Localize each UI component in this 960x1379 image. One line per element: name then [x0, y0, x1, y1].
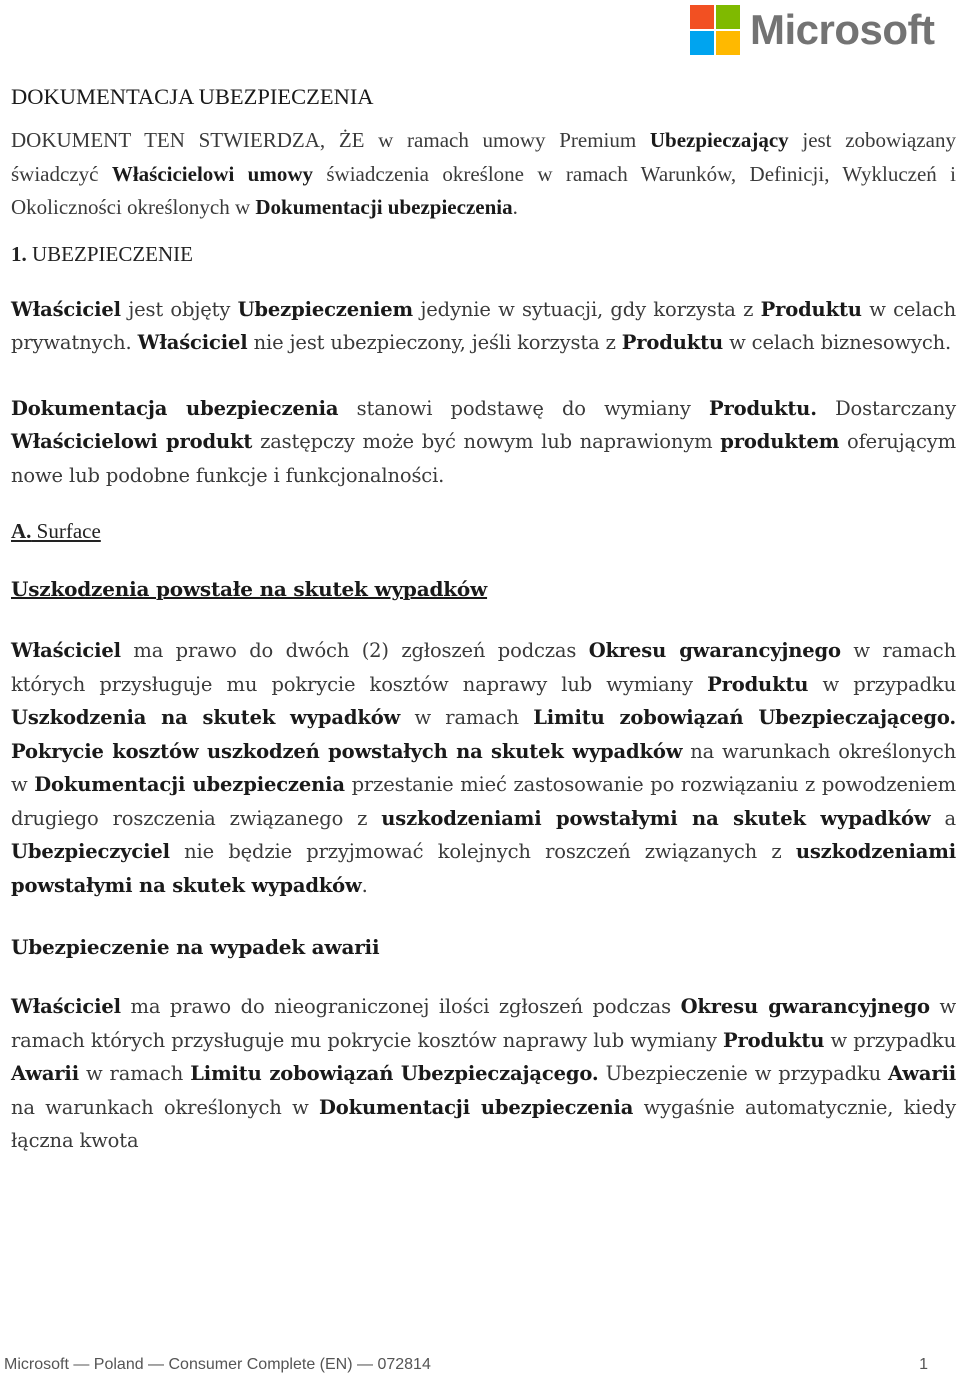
logo-square-green	[716, 5, 740, 29]
document-title: DOKUMENTACJA UBEZPIECZENIA	[11, 84, 374, 109]
microsoft-logo	[690, 4, 935, 56]
footer-document-id: Microsoft — Poland — Consumer Complete (EN) — 072814	[4, 1356, 431, 1373]
logo-square-red	[690, 5, 714, 29]
section-1-paragraph-1: Właściciel jest objęty Ubezpieczeniem jedynie w sytuacji, gdy korzysta z Produktu w celach prywatnych. Właściciel nie jest ubezpieczony, jeśli korzysta z Produktu w celach biznesowych.	[11, 297, 956, 354]
logo-text: Microsoft	[750, 6, 935, 53]
logo-square-blue	[690, 31, 714, 55]
section-1-heading: 1. UBEZPIECZENIE	[11, 241, 193, 266]
intro-paragraph: DOKUMENT TEN STWIERDZA, ŻE w ramach umowy Premium Ubezpieczający jest zobowiązany świadczyć Właścicielowi umowy świadczenia określone w ramach Warunków, Definicji, Wykluczeń i Okoliczności określonych w Dokumentacji ubezpieczenia.	[11, 128, 956, 219]
breakdown-paragraph: Właściciel ma prawo do nieograniczonej ilości zgłoszeń podczas Okresu gwarancyjnego w ramach których przysługuje mu pokrycie kosztów naprawy lub wymiany Produktu w przypadku Awarii w ramach Limitu zobowiązań Ubezpieczającego. Ubezpieczenie w przypadku Awarii na warunkach określonych w Dokumentacji ubezpieczenia wygaśnie automatycznie, kiedy łączna kwota	[11, 995, 957, 1152]
section-a-heading: A. Surface	[11, 519, 101, 543]
section-1-paragraph-2: Dokumentacja ubezpieczenia stanowi podstawę do wymiany Produktu. Dostarczany Właścicielowi produkt zastępczy może być nowym lub naprawionym produktem oferującym nowe lub podobne funkcje i funkcjonalności.	[11, 396, 956, 487]
accidental-damage-paragraph: Właściciel ma prawo do dwóch (2) zgłoszeń podczas Okresu gwarancyjnego w ramach których przysługuje mu pokrycie kosztów naprawy lub wymiany Produktu w przypadku Uszkodzenia na skutek wypadków w ramach Limitu zobowiązań Ubezpieczającego. Pokrycie kosztów uszkodzeń powstałych na skutek wypadków na warunkach określonych w Dokumentacji ubezpieczenia przestanie mieć zastosowanie po rozwiązaniu z powodzeniem drugiego roszczenia związanego z uszkodzeniami powstałymi na skutek wypadków a Ubezpieczyciel nie będzie przyjmować kolejnych roszczeń związanych z uszkodzeniami powstałymi na skutek wypadków.	[11, 639, 956, 897]
breakdown-heading: Ubezpieczenie na wypadek awarii	[11, 935, 380, 959]
page-footer	[0, 1352, 960, 1378]
logo-square-yellow	[716, 31, 740, 55]
accidental-damage-heading: Uszkodzenia powstałe na skutek wypadków	[11, 577, 488, 601]
footer-page-number: 1	[919, 1356, 928, 1373]
microsoft-logo-icon	[690, 5, 740, 55]
document-page	[11, 82, 956, 1158]
